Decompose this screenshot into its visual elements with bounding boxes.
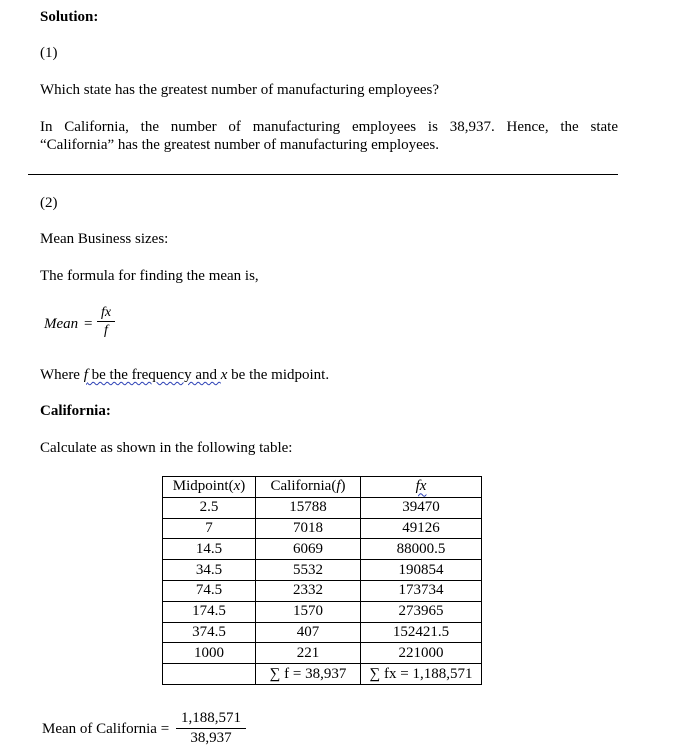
cell-fx: 173734 [361, 580, 482, 601]
cell-midpoint: 74.5 [163, 580, 256, 601]
cell-frequency: 407 [256, 622, 361, 643]
table-intro: Calculate as shown in the following table: [40, 440, 293, 456]
cell-midpoint: 1000 [163, 643, 256, 664]
cell-midpoint: 174.5 [163, 601, 256, 622]
where-text-2: be the frequency and [87, 367, 221, 383]
formula-numerator: fx [100, 305, 112, 320]
where-f: f [83, 367, 88, 383]
header-fx-text: fx [415, 478, 427, 495]
part2-heading: Mean Business sizes: [40, 231, 169, 247]
formula-denominator: f [104, 323, 108, 338]
table-sum-row [163, 664, 482, 685]
part1-label: (1) [40, 45, 58, 61]
cell-midpoint: 14.5 [163, 539, 256, 560]
cell-midpoint: 2.5 [163, 497, 256, 518]
cell-fx: 273965 [361, 601, 482, 622]
cell-sum-fx: ∑ fx = 1,188,571 [361, 664, 482, 685]
cell-frequency: 221 [256, 643, 361, 664]
fraction-bar [97, 321, 115, 322]
cell-frequency: 7018 [256, 518, 361, 539]
where-x: x [220, 367, 228, 383]
formula-fraction [97, 305, 115, 338]
table-row [163, 580, 482, 601]
formula-equals: = [84, 316, 93, 332]
table-row [163, 643, 482, 664]
table-row [163, 497, 482, 518]
table-row [163, 601, 482, 622]
where-line [40, 367, 329, 384]
cell-sum-empty [163, 664, 256, 685]
mean-result-fraction [176, 710, 246, 747]
table-row [163, 622, 482, 643]
calculation-table [162, 476, 482, 685]
where-text-3: be the midpoint. [227, 367, 330, 383]
part1-answer-line2: “California” has the greatest number of manufacturing employees. [40, 137, 440, 153]
cell-frequency: 2332 [256, 580, 361, 601]
table-header-row [163, 477, 482, 498]
cell-midpoint: 374.5 [163, 622, 256, 643]
table-row [163, 518, 482, 539]
header-fx [361, 477, 482, 498]
header-california: California(f) [256, 477, 361, 498]
header-midpoint: Midpoint(x) [163, 477, 256, 498]
mean-result-denominator: 38,937 [190, 730, 232, 746]
cell-fx: 88000.5 [361, 539, 482, 560]
cell-frequency: 1570 [256, 601, 361, 622]
cell-fx: 49126 [361, 518, 482, 539]
solution-label: Solution: [40, 9, 99, 25]
cell-midpoint: 34.5 [163, 560, 256, 581]
cell-frequency: 15788 [256, 497, 361, 518]
part1-question: Which state has the greatest number of manufacturing employees? [40, 82, 440, 98]
section-divider [28, 174, 618, 175]
table-row [163, 539, 482, 560]
cell-fx: 152421.5 [361, 622, 482, 643]
cell-sum-f: ∑ f = 38,937 [256, 664, 361, 685]
mean-result-label: Mean of California = [42, 721, 170, 737]
state-heading: California: [40, 403, 111, 419]
cell-fx: 221000 [361, 643, 482, 664]
cell-fx: 39470 [361, 497, 482, 518]
part1-answer-line1: In California, the number of manufacturing employees is 38,937. Hence, the state [40, 119, 618, 135]
formula-intro: The formula for finding the mean is, [40, 268, 259, 284]
mean-result-numerator: 1,188,571 [181, 710, 241, 726]
cell-frequency: 6069 [256, 539, 361, 560]
part2-label: (2) [40, 195, 58, 211]
table-row [163, 560, 482, 581]
where-text-1: Where [40, 367, 84, 383]
cell-midpoint: 7 [163, 518, 256, 539]
cell-fx: 190854 [361, 560, 482, 581]
cell-frequency: 5532 [256, 560, 361, 581]
mean-result-bar [176, 728, 246, 729]
formula-lhs: Mean [44, 316, 79, 332]
